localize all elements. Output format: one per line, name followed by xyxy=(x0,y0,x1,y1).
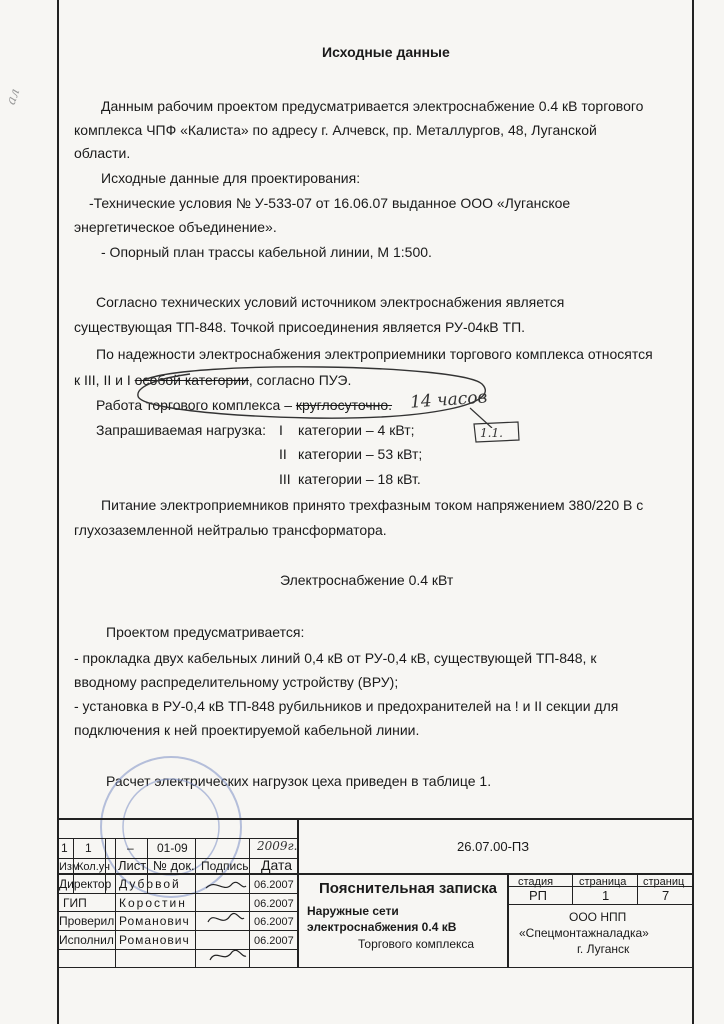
hdr-kolvo: Кол.уч xyxy=(77,861,110,873)
hdr-date: Дата xyxy=(261,857,293,873)
load-row2-text: категории – 53 кВт; xyxy=(298,446,423,462)
handwritten-annotation xyxy=(130,358,500,428)
hdr-doc: № док. xyxy=(153,858,195,873)
date-3: 06.2007 xyxy=(254,916,294,928)
role-3: Проверил xyxy=(59,914,115,928)
name-3: Романович xyxy=(119,914,190,928)
pages-value: 7 xyxy=(662,888,670,903)
section2-title: Электроснабжение 0.4 кВт xyxy=(280,572,454,588)
load-row3-roman: III xyxy=(279,471,291,487)
load-row2-roman: II xyxy=(279,446,287,462)
page-value: 1 xyxy=(602,888,610,903)
title-block xyxy=(57,818,694,968)
load-row1-roman: I xyxy=(279,422,283,438)
project-b1-line2: вводному распределительному устройству (ВРУ); xyxy=(74,674,399,690)
margin-mark: ал xyxy=(3,86,24,107)
role-4: Исполнил xyxy=(59,933,114,947)
project-b1-line1: - прокладка двух кабельных линий 0,4 кВ от РУ-0,4 кВ, существующей ТП-848, к xyxy=(74,650,597,666)
power-line1: Питание электроприемников принято трехфазным током напряжением 380/220 В с xyxy=(101,497,644,513)
category-suffix: , согласно ПУЭ. xyxy=(248,372,352,388)
role-2: ГИП xyxy=(63,896,87,910)
sources-title: Исходные данные для проектирования: xyxy=(101,170,361,186)
hdr-list: Лист xyxy=(118,858,147,873)
page-header: страница xyxy=(579,876,627,888)
supply-line3: По надежности электроснабжения электроприемники торгового комплекса относятся xyxy=(96,346,653,362)
work-text: Работа торгового комплекса – xyxy=(96,397,296,413)
name-2: Коростин xyxy=(119,896,187,910)
stage-value: РП xyxy=(529,888,548,903)
signatures xyxy=(202,876,248,966)
doc-title: Пояснительная записка xyxy=(319,880,497,897)
name-4: Романович xyxy=(119,933,190,947)
date-2: 06.2007 xyxy=(254,898,294,910)
role-1: Директор xyxy=(59,877,112,891)
handwritten-ref: 1.1. xyxy=(480,426,503,440)
rev-date: 2009г. xyxy=(257,839,298,853)
rev-doc: 01-09 xyxy=(157,841,188,855)
load-label: Запрашиваемая нагрузка: xyxy=(96,422,266,438)
project-intro: Проектом предусматривается: xyxy=(106,624,305,640)
rev-sheet: – xyxy=(127,841,134,855)
doc-code: 26.07.00-ПЗ xyxy=(457,839,530,854)
sources-item1-line2: энергетическое объединение». xyxy=(74,219,277,235)
category-text: к III, II и I xyxy=(74,372,135,388)
supply-line2: существующая ТП-848. Точкой присоединения является РУ-04кВ ТП. xyxy=(74,319,526,335)
sources-item1-line1: -Технические условия № У-533-07 от 16.06.07 выданное ООО «Луганское xyxy=(89,195,571,211)
struck-hours: круглосуточно. xyxy=(295,397,393,413)
date-4: 06.2007 xyxy=(254,935,294,947)
intro-line1: Данным рабочим проектом предусматривается электроснабжение 0.4 кВ торгового xyxy=(101,98,644,114)
pages-header: страниц xyxy=(643,876,685,888)
power-line2: глухозаземленной нейтралью трансформатора. xyxy=(74,522,387,538)
project-b2-line1: - установка в РУ-0,4 кВ ТП-848 рубильников и предохранителей на ! и II секции для xyxy=(74,698,619,714)
project-b2-line2: подключения к ней проектируемой кабельной линии. xyxy=(74,722,420,738)
date-1: 06.2007 xyxy=(254,879,294,891)
hdr-sign: Подпись xyxy=(201,859,249,873)
org-line3: г. Луганск xyxy=(577,942,630,956)
handwritten-hours: 14 часов xyxy=(409,387,489,413)
doc-sub3: Торгового комплекса xyxy=(358,937,475,951)
load-row3-text: категории – 18 кВт. xyxy=(298,471,421,487)
rev-change: 1 xyxy=(61,841,68,855)
intro-line2: комплекса ЧПФ «Калиста» по адресу г. Алчевск, пр. Металлургов, 48, Луганской xyxy=(74,122,597,138)
doc-sub2: электроснабжения 0.4 кВ xyxy=(307,920,457,934)
intro-line3: области. xyxy=(74,145,131,161)
supply-line1: Согласно технических условий источником электроснабжения является xyxy=(96,294,565,310)
project-calc: Расчет электрических нагрузок цеха приведен в таблице 1. xyxy=(106,773,492,789)
name-1: Дубовой xyxy=(119,877,181,891)
org-line1: ООО НПП xyxy=(569,910,627,924)
doc-sub1: Наружные сети xyxy=(307,904,399,918)
load-row1-text: категории – 4 кВт; xyxy=(298,422,415,438)
rev-count: 1 xyxy=(85,841,92,855)
heading: Исходные данные xyxy=(322,44,450,60)
hdr-izm: Изм xyxy=(59,861,80,873)
stage-header: стадия xyxy=(518,876,554,888)
org-line2: «Спецмонтажналадка» xyxy=(519,926,649,940)
sources-item2: - Опорный план трассы кабельной линии, М 1:500. xyxy=(101,244,432,260)
struck-category: особой категории xyxy=(134,372,249,388)
